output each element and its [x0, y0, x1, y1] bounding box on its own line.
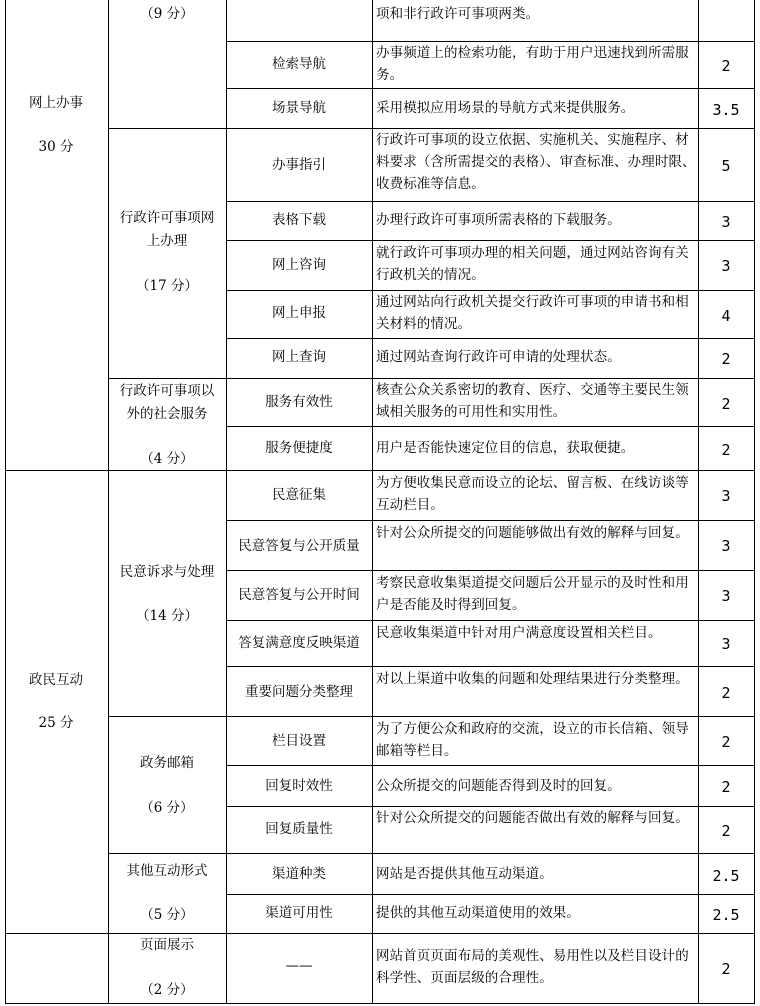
group-name: 页面展示	[140, 937, 194, 953]
item-name: 网上咨询	[272, 257, 326, 273]
item-points: 3	[721, 213, 731, 231]
row-rule	[226, 426, 755, 427]
item-desc: 民意收集渠道中针对用户满意度设置相关栏目。	[376, 625, 662, 641]
item-points: 3	[721, 487, 731, 505]
item-points: 2	[721, 395, 731, 413]
section-score: 30 分	[38, 139, 74, 155]
item-desc: 为方便收集民意而设立的论坛、留言板、在线访谈等互动栏目。	[376, 475, 689, 513]
item-points: 3.5	[712, 101, 740, 119]
item-points: 2	[721, 441, 731, 459]
row-rule	[108, 853, 755, 854]
item-name: 场景导航	[272, 100, 326, 116]
item-name: 网上查询	[272, 349, 326, 365]
item-points: 2.5	[712, 906, 740, 924]
item-name: 检索导航	[272, 56, 326, 72]
item-desc: 考察民意收集渠道提交问题后公开显示的及时性和用户是否能及时得到回复。	[376, 575, 689, 613]
item-name: 服务便捷度	[265, 440, 333, 456]
group-name-line2: 外的社会服务	[126, 406, 208, 422]
item-desc: 公众所提交的问题能否得到及时的回复。	[376, 778, 621, 794]
row-rule	[5, 470, 755, 471]
item-name: 重要问题分类整理	[245, 684, 353, 700]
group-name: 政务邮箱	[140, 755, 194, 771]
row-rule	[226, 88, 755, 89]
group-score: （2 分）	[140, 982, 194, 998]
row-rule	[226, 620, 755, 621]
item-name: 民意答复与公开时间	[238, 587, 360, 603]
group-score: （6 分）	[140, 800, 194, 816]
group-score: （14 分）	[136, 608, 198, 624]
group-name: 其他互动形式	[126, 863, 208, 879]
item-desc: 网站首页页面布局的美观性、易用性以及栏目设计的科学性、页面层级的合理性。	[376, 948, 689, 986]
item-desc: 网站是否提供其他互动渠道。	[376, 866, 553, 882]
item-desc: 用户是否能快速定位目的信息，获取便捷。	[376, 440, 635, 456]
row-rule	[226, 570, 755, 571]
item-points: 3	[721, 257, 731, 275]
group-name-line2: 上办理	[146, 233, 188, 249]
group-name-line1: 行政许可事项以	[119, 383, 215, 399]
item-points: 2	[721, 733, 731, 751]
item-name: 栏目设置	[272, 733, 326, 749]
item-points: 5	[721, 157, 731, 175]
section-name: 网上办事	[29, 95, 83, 111]
item-name: 表格下载	[272, 212, 326, 228]
item-desc: 针对公众所提交的问题能够做出有效的解释与回复。	[376, 525, 689, 541]
item-points: 4	[721, 307, 731, 325]
item-name: ——	[285, 958, 313, 974]
row-rule	[226, 240, 755, 241]
item-desc: 提供的其他互动渠道使用的效果。	[376, 905, 580, 921]
section-name: 政民互动	[29, 672, 83, 688]
item-desc: 对以上渠道中收集的问题和处理结果进行分类整理。	[376, 671, 689, 687]
item-desc: 通过网站向行政机关提交行政许可事项的申请书和相关材料的情况。	[376, 294, 689, 332]
row-rule	[226, 520, 755, 521]
item-desc: 核查公众关系密切的教育、医疗、交通等主要民生领域相关服务的可用性和实用性。	[376, 382, 689, 420]
item-name: 办事指引	[272, 157, 326, 173]
item-points: 2	[721, 350, 731, 368]
item-desc: 行政许可事项的设立依据、实施机关、实施程序、材料要求（含所需提交的表格）、审查标准、办理时限、收费标准等信息。	[376, 132, 696, 192]
item-points: 2	[721, 778, 731, 796]
row-rule	[108, 716, 755, 717]
item-name: 回复时效性	[265, 778, 333, 794]
item-points: 3	[721, 587, 731, 605]
row-rule	[226, 894, 755, 895]
group-score: （17 分）	[136, 278, 198, 294]
item-desc: 就行政许可事项办理的相关问题，通过网站咨询有关行政机关的情况。	[376, 245, 689, 283]
item-name: 民意答复与公开质量	[238, 538, 360, 554]
group-name: 民意诉求与处理	[119, 564, 215, 580]
item-name: 回复质量性	[265, 821, 333, 837]
group-name-line1: 行政许可事项网	[119, 210, 215, 226]
item-desc: 针对公众所提交的问题能否做出有效的解释与回复。	[376, 810, 689, 826]
item-name: 渠道种类	[272, 866, 326, 882]
section-score: 25 分	[38, 715, 74, 731]
item-desc: 项和非行政许可事项两类。	[376, 6, 540, 22]
item-name: 网上申报	[272, 305, 326, 321]
item-points: 2	[721, 960, 731, 978]
item-name: 渠道可用性	[265, 905, 333, 921]
item-name: 服务有效性	[265, 394, 333, 410]
item-points: 2.5	[712, 867, 740, 885]
item-desc: 办理行政许可事项所需表格的下载服务。	[376, 212, 621, 228]
row-rule	[226, 666, 755, 667]
group-score: （4 分）	[140, 451, 194, 467]
row-rule	[226, 338, 755, 339]
item-points: 3	[721, 537, 731, 555]
item-points: 2	[721, 822, 731, 840]
item-name: 民意征集	[272, 487, 326, 503]
row-rule	[226, 765, 755, 766]
item-points: 2	[721, 684, 731, 702]
row-rule	[5, 1003, 755, 1004]
group-score: （9 分）	[140, 6, 194, 22]
item-desc: 办事频道上的检索功能，有助于用户迅速找到所需服务。	[376, 45, 689, 83]
item-desc: 采用模拟应用场景的导航方式来提供服务。	[376, 100, 635, 116]
item-points: 2	[721, 57, 731, 75]
item-name: 答复满意度反映渠道	[238, 635, 360, 651]
item-desc: 为了方便公众和政府的交流，设立的市长信箱、领导邮箱等栏目。	[376, 721, 689, 759]
item-points: 3	[721, 635, 731, 653]
row-rule	[226, 201, 755, 202]
group-score: （5 分）	[140, 907, 194, 923]
item-desc: 通过网站查询行政许可申请的处理状态。	[376, 349, 621, 365]
